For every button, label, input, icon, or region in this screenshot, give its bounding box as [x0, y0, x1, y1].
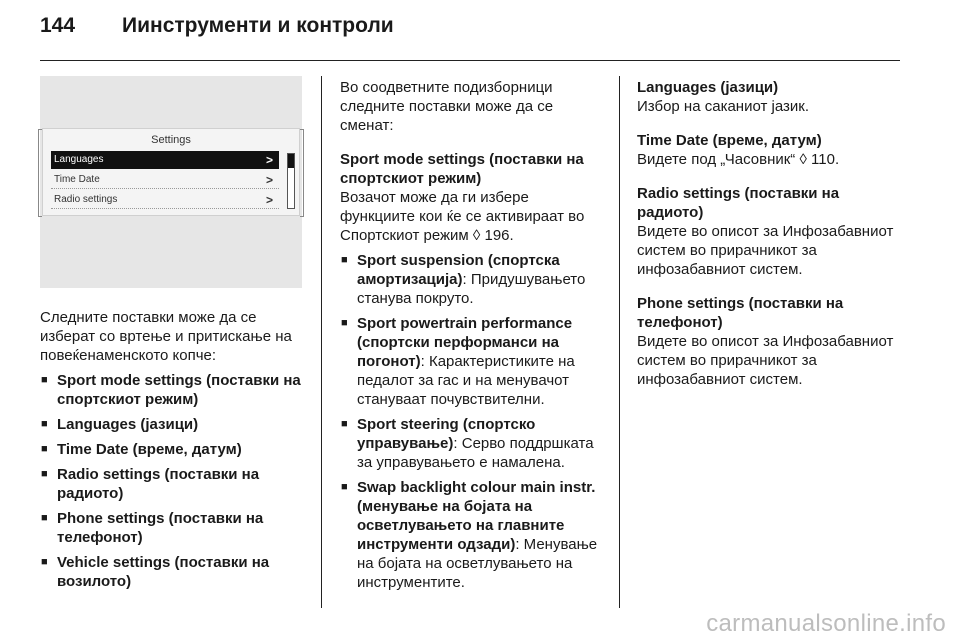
page-header	[40, 14, 394, 48]
screen-row-radio-settings	[51, 191, 279, 209]
section-heading: Phone settings (поставки на телефонот)	[637, 295, 844, 331]
section-text: Избор на саканиот јазик.	[637, 98, 810, 115]
list-item	[340, 478, 604, 592]
option-name: Sport powertrain performance (спортски перформанси на погонот)	[357, 315, 573, 370]
option-description: : Придушувањето станува покруто.	[357, 271, 586, 307]
list-item: ■ Languages (јазици)	[40, 415, 304, 434]
option-name: Sport steering (спортско управување)	[357, 416, 536, 452]
left-column	[40, 308, 304, 591]
sport-options-list	[340, 251, 604, 592]
right-column	[637, 78, 901, 389]
list-item: ■ Radio settings (поставки на радиото)	[40, 465, 304, 503]
option-name: Sport suspension (спортска амортизација)	[357, 252, 560, 288]
section-heading: Time Date (време, датум)	[637, 132, 822, 149]
screen-row-languages	[51, 151, 279, 169]
left-intro: Следните поставки може да се изберат со вртење и притискање на повеќенаменското копче:	[40, 309, 292, 364]
option-description: : Серво поддршката за управувањето е намалена.	[357, 435, 594, 471]
chevron-right-icon: >	[265, 173, 273, 187]
section-heading: Radio settings (поставки на радиото)	[637, 185, 840, 221]
list-item: ■ Time Date (време, датум)	[40, 440, 304, 459]
section-text: Видете под „Часовник“ ◊ 110.	[637, 151, 840, 168]
middle-column	[340, 78, 604, 592]
screen-bracket-left	[38, 129, 42, 217]
screen-scrollbar	[287, 153, 295, 209]
column-divider-left	[321, 76, 322, 608]
screen-row-label: Languages	[54, 154, 104, 165]
header-rule	[40, 60, 900, 61]
section-text: Видете во описот за Инфозабавниот систем во прирачникот за инфозабавниот систем.	[637, 333, 894, 388]
screen-scrollbar-thumb	[288, 154, 294, 168]
list-item	[340, 415, 604, 472]
list-item	[340, 251, 604, 308]
middle-intro: Во соодветните подизборници следните поставки може да се сменат:	[340, 79, 554, 134]
option-name: Swap backlight colour main instr. (менување на бојата на осветлувањето на главните инструменти одзади)	[357, 479, 596, 553]
option-description: : Менување на бојата на осветлувањето на инструментите.	[357, 536, 598, 591]
section-text: Видете во описот за Инфозабавниот систем во прирачникот за инфозабавниот систем.	[637, 223, 894, 278]
chevron-right-icon: >	[265, 153, 273, 167]
screen-row-label: Radio settings	[54, 194, 118, 205]
settings-list	[40, 371, 304, 591]
section-heading: Languages (јазици)	[637, 79, 779, 96]
screen-title: Settings	[151, 134, 191, 146]
list-item: ■ Sport mode settings (поставки на спортскиот режим)	[40, 371, 304, 409]
column-divider-right	[619, 76, 620, 608]
list-item	[340, 314, 604, 409]
watermark: carmanualsonline.info	[706, 610, 946, 637]
list-item: ■ Vehicle settings (поставки на возилото)	[40, 553, 304, 591]
settings-screen	[42, 128, 300, 216]
page-title: Иинструменти и контроли	[122, 14, 394, 37]
page-number: 144	[40, 14, 76, 37]
screen-bracket-right	[300, 129, 304, 217]
screen-row-label: Time Date	[54, 174, 100, 185]
option-description: : Карактеристиките на педалот за гас и на менувачот стануваат почувствителни.	[357, 353, 575, 408]
sport-mode-text: Возачот може да ги избере функциите кои ќе се активираат во Спортскиот режим ◊ 196.	[340, 189, 585, 244]
chevron-right-icon: >	[265, 193, 273, 207]
sport-mode-heading: Sport mode settings (поставки на спортскиот режим)	[340, 151, 584, 187]
screen-row-time-date	[51, 171, 279, 189]
list-item: ■ Phone settings (поставки на телефонот)	[40, 509, 304, 547]
